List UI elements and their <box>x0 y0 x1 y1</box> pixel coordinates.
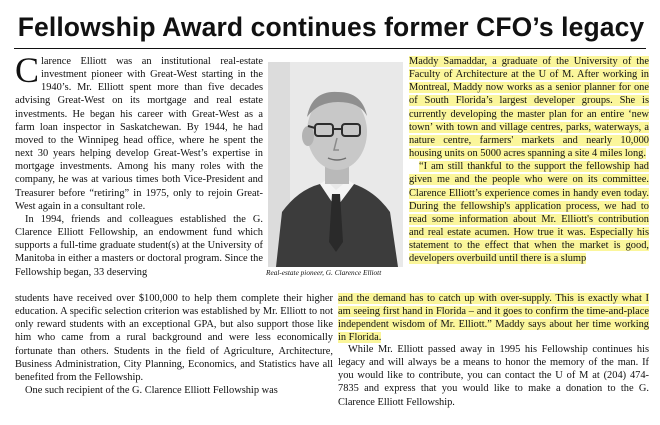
quote-paragraph-continued: and the demand has to catch up with over-supply. This is exactly what I am seeing first hand in Florida – and it goes to confirm the time-and-place independent wisdom of Mr. Elliott.” Maddy says about her time working in Florida. <box>338 293 649 344</box>
intro-paragraph: Clarence Elliott was an institutional real-estate investment pioneer with Great-West starting in the 1940’s. Mr. Elliott spent more than five decades advising Great-West on its mortgage and real estate investments. He began his career with Great-West as a farm loan inspector in Saskatchewan. By 1944, he had moved to the Winnipeg head office, where he spent the next 30 years helping develop Great-West’s expertise in mortgage investments. Among his many roles with the company, he was at various times both Vice-President and Treasurer before “retiring” in 1975, only to rejoin Great-West again in a consultant role. <box>15 50 263 212</box>
fellowship-paragraph-continued: students have received over $100,000 to help them complete their higher education. A specific selection criterion was established by Mr. Elliott to not only reward students with an exceptional GPA, but also support those like him who came from a rural background and were less economically fortunate than others. Students in the field of Agriculture, Architecture, Business Administration, City Planning, Economics, and Statistics have all benefited from the Fellowship. <box>15 293 333 383</box>
fellowship-paragraph: In 1994, friends and colleagues established the G. Clarence Elliott Fellowship, an endowment fund which supports a full-time graduate student(s) at the University of Manitoba in either a masters or doctoral program. Since the Fellowship began, 33 deserving <box>15 213 263 278</box>
right-column <box>409 55 649 266</box>
left-column <box>15 50 263 279</box>
headline: Fellowship Award continues former CFO’s legacy <box>17 12 645 42</box>
quote-paragraph: “I am still thankful to the support the fellowship had given me and the people who were on its committee. Clarence Elliott’s experience comes in handy even today. During the fellowship's application process, we had to read some information about Mr. Elliott's contribution and real estate acumen. How true it was. Especially his statement to the effect that when the market is good, developers overbuild until there is a slump <box>409 161 649 265</box>
closing-paragraph: While Mr. Elliott passed away in 1995 his Fellowship continues his legacy and will always be a means to honor the memory of the man. If you would like to contribute, you can contact the U of M at (204) 474-7835 and express that you would like to make a donation to the G. Clarence Elliott Fellowship. <box>338 344 649 408</box>
recipient-paragraph: Maddy Samaddar, a graduate of the University of the Faculty of Architecture at the U of M. After working in Montreal, Maddy now works as a senior planner for one of South Florida’s largest developer groups. She is currently developing the master plan for an entire ‘new town’ with town and village centres, parks, waterways, a nature centre, farmers' markets and nearly 10,000 housing units on 5000 acres spanning a site 4 miles long. <box>409 56 649 160</box>
left-column-lower <box>15 292 333 397</box>
portrait-photo-icon <box>268 62 403 267</box>
headline-rule <box>14 48 646 49</box>
quote-continued <box>338 292 649 345</box>
recipient-intro-paragraph: One such recipient of the G. Clarence Elliott Fellowship was <box>25 385 278 397</box>
photo-caption: Real-estate pioneer, G. Clarence Elliott <box>266 268 382 277</box>
closing-column <box>338 343 649 409</box>
drop-cap: C <box>15 50 40 90</box>
